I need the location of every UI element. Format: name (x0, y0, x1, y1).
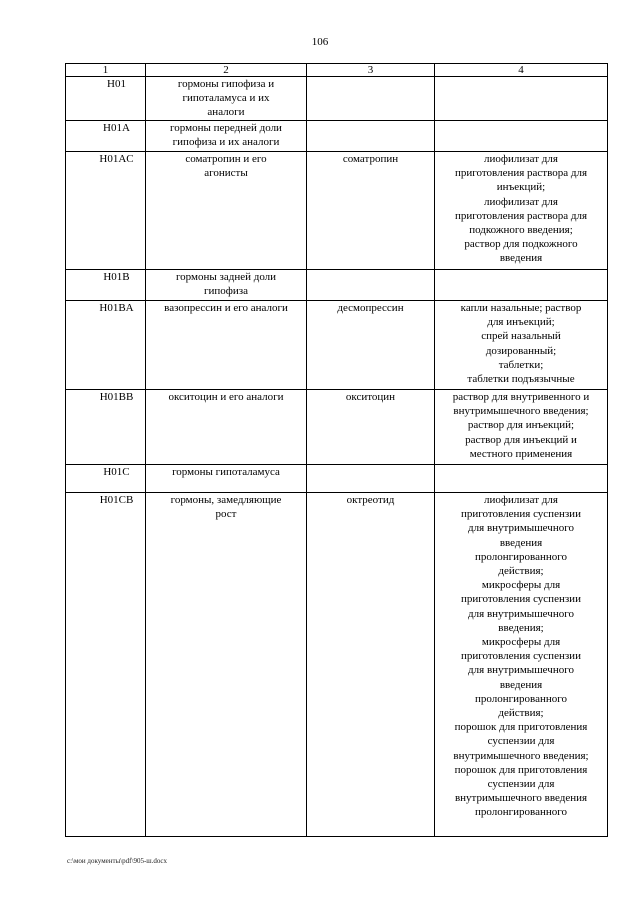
drug-cell: октреотид (307, 493, 435, 837)
group-cell: гормоны задней доли гипофиза (146, 270, 307, 301)
form-cell (435, 77, 608, 121)
group-cell: соматропин и его агонисты (146, 152, 307, 270)
column-header: 3 (307, 64, 435, 77)
drug-cell: окситоцин (307, 390, 435, 465)
atc-code-cell: H01B (66, 270, 146, 301)
table-header-row (66, 64, 608, 77)
form-cell: лиофилизат для приготовления раствора для инъекций; лиофилизат для приготовления раствора для подкожного введения; раствор для подкожного введения (435, 152, 608, 270)
atc-code-cell: H01A (66, 121, 146, 152)
table-row (66, 301, 608, 390)
atc-code-cell: H01CB (66, 493, 146, 837)
column-header: 1 (66, 64, 146, 77)
atc-code-cell: H01BA (66, 301, 146, 390)
form-cell (435, 121, 608, 152)
table-row (66, 270, 608, 301)
form-cell: раствор для внутривенного и внутримышечного введения; раствор для инъекций; раствор для инъекций и местного применения (435, 390, 608, 465)
group-cell: гормоны передней доли гипофиза и их аналоги (146, 121, 307, 152)
drug-cell: десмопрессин (307, 301, 435, 390)
atc-code-cell: H01 (66, 77, 146, 121)
table-row (66, 152, 608, 270)
table-row (66, 121, 608, 152)
atc-code-cell: H01C (66, 465, 146, 493)
drug-table (65, 63, 608, 837)
form-cell: капли назальные; раствор для инъекций; спрей назальный дозированный; таблетки; таблетки подъязычные (435, 301, 608, 390)
form-cell: лиофилизат для приготовления суспензии для внутримышечного введения пролонгированного действия; микросферы для приготовления суспензии для внутримышечного введения; микросферы для приготовления суспензии для внутримышечного введения пролонгированного действия; порошок для приготовления суспензии для внутримышечного введения; порошок для приготовления суспензии для внутримышечного введения пролонгированного (435, 493, 608, 837)
drug-cell (307, 77, 435, 121)
table-row (66, 77, 608, 121)
drug-cell: соматропин (307, 152, 435, 270)
group-cell: гормоны, замедляющие рост (146, 493, 307, 837)
form-cell (435, 465, 608, 493)
page-number: 106 (311, 36, 329, 48)
atc-code-cell: H01AC (66, 152, 146, 270)
column-header: 2 (146, 64, 307, 77)
group-cell: окситоцин и его аналоги (146, 390, 307, 465)
group-cell: гормоны гипофиза и гипоталамуса и их аналоги (146, 77, 307, 121)
table-row (66, 390, 608, 465)
footer-file-path: c:\мои документы\pdf\905-ш.docx (67, 857, 168, 865)
group-cell: вазопрессин и его аналоги (146, 301, 307, 390)
form-cell (435, 270, 608, 301)
table-row (66, 465, 608, 493)
group-cell: гормоны гипоталамуса (146, 465, 307, 493)
drug-cell (307, 270, 435, 301)
table-row (66, 493, 608, 837)
column-header: 4 (435, 64, 608, 77)
drug-cell (307, 465, 435, 493)
atc-code-cell: H01BB (66, 390, 146, 465)
drug-cell (307, 121, 435, 152)
